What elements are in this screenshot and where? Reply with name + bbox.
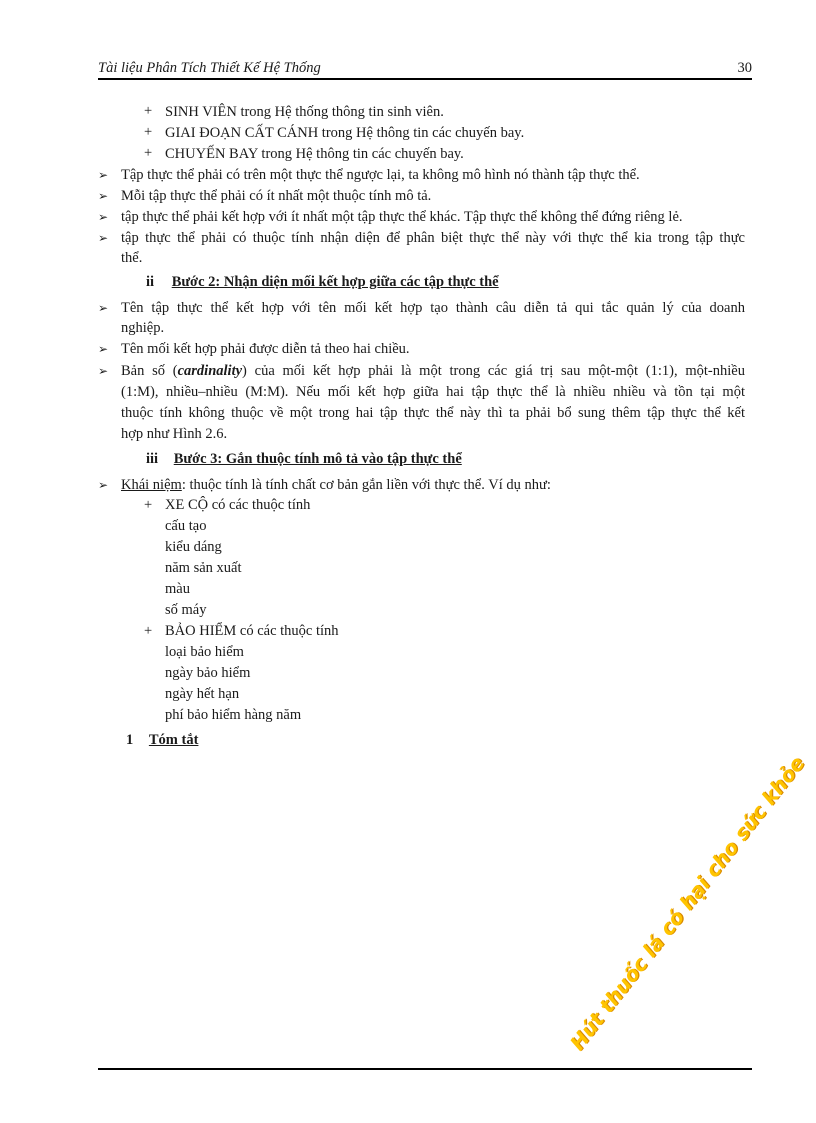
attribute-item: năm sản xuất	[165, 560, 242, 576]
summary-number: 1	[126, 732, 134, 748]
attribute-item: màu	[165, 581, 190, 597]
step3-title: Bước 3: Gắn thuộc tính mô tả vào tập thực thể	[173, 451, 462, 467]
attribute-item: cấu tạo	[165, 518, 207, 534]
attribute-item: kiểu dáng	[165, 539, 222, 555]
watermark-text: Hút thuốc lá có hại cho sức khỏe	[565, 751, 810, 1055]
summary-title: Tóm tắt	[148, 732, 199, 748]
step2-title: Bước 2: Nhận diện mối kết hợp giữa các tập thực thể	[171, 274, 499, 290]
attribute-item: loại bảo hiểm	[165, 644, 244, 660]
arrow-bullet-icon: ➢	[98, 301, 109, 315]
rule-text-continued: hợp như Hình 2.6.	[121, 426, 228, 442]
attribute-item: phí bảo hiểm hàng năm	[165, 707, 302, 723]
cardinality-term: cardinality	[177, 363, 243, 379]
rule-text: tập thực thể phải có thuộc tính nhận diện để phân biệt thực thể này với thực thể kia trong tập thực	[121, 230, 745, 246]
step3-heading	[146, 450, 462, 468]
arrow-bullet-icon: ➢	[98, 342, 109, 356]
concept-label: Khái niệm	[121, 477, 182, 493]
concept-text: : thuộc tính là tính chất cơ bản gắn liền với thực thể. Ví dụ như:	[181, 477, 551, 493]
arrow-bullet-icon: ➢	[98, 189, 109, 203]
document-title: Tài liệu Phân Tích Thiết Kế Hệ Thống	[98, 60, 321, 76]
rule-text: Bản số (	[121, 363, 178, 379]
concept-definition	[121, 476, 551, 494]
arrow-bullet-icon: ➢	[98, 168, 109, 182]
example-title: BẢO HIỂM có các thuộc tính	[165, 623, 339, 639]
rule-text-continued: thuộc tính không thuộc về một trong hai tập thực thể này thì ta phải bổ sung thêm tập thực thể kết	[121, 405, 745, 421]
plus-bullet-icon: +	[144, 145, 153, 161]
arrow-bullet-icon: ➢	[98, 231, 109, 245]
rule-text: Mỗi tập thực thể phải có ít nhất một thuộc tính mô tả.	[121, 188, 432, 204]
plus-bullet-icon: +	[144, 124, 153, 140]
rule-text: Tên mối kết hợp phải được diễn tả theo hai chiều.	[121, 341, 410, 357]
rule-text: Tập thực thể phải có trên một thực thể ngược lại, ta không mô hình nó thành tập thực thể.	[121, 167, 640, 183]
attribute-item: ngày bảo hiểm	[165, 665, 251, 681]
page-number: 30	[737, 60, 752, 76]
list-item: SINH VIÊN trong Hệ thống thông tin sinh viên.	[165, 104, 444, 120]
rule-text-continued: (1:M), nhiều–nhiều (M:M). Nếu mối kết hợp giữa hai tập thực thể là nhiều nhiều và tồn tại một	[121, 384, 745, 400]
step3-number: iii	[146, 451, 159, 467]
page-header	[98, 58, 752, 80]
example-title: XE CỘ có các thuộc tính	[165, 497, 311, 513]
list-item: CHUYẾN BAY trong Hệ thông tin các chuyến bay.	[165, 146, 464, 162]
footer-rule	[98, 1068, 752, 1070]
rule-text: Tên tập thực thể kết hợp với tên mối kết hợp tạo thành câu diễn tả qui tắc quản lý của doanh	[121, 300, 745, 316]
rule-text-continued: thể.	[121, 250, 143, 266]
step2-number: ii	[146, 274, 155, 290]
list-item: GIAI ĐOẠN CẤT CÁNH trong Hệ thông tin các chuyến bay.	[165, 125, 525, 141]
plus-bullet-icon: +	[144, 103, 153, 119]
step2-heading	[146, 273, 499, 291]
rule-text-continued: nghiệp.	[121, 320, 165, 336]
arrow-bullet-icon: ➢	[98, 210, 109, 224]
summary-heading	[126, 731, 198, 749]
attribute-item: ngày hết hạn	[165, 686, 240, 702]
arrow-bullet-icon: ➢	[98, 478, 109, 492]
rule-text: tập thực thể phải kết hợp với ít nhất một tập thực thể khác. Tập thực thể không thể đứng riêng lẻ.	[121, 209, 683, 225]
arrow-bullet-icon: ➢	[98, 364, 109, 378]
attribute-item: số máy	[165, 602, 207, 618]
plus-bullet-icon: +	[144, 497, 153, 513]
plus-bullet-icon: +	[144, 623, 153, 639]
cardinality-paragraph	[121, 362, 745, 380]
rule-text: ) của mối kết hợp phải là một trong các giá trị sau một-một (1:1), một-nhiều	[242, 363, 745, 379]
